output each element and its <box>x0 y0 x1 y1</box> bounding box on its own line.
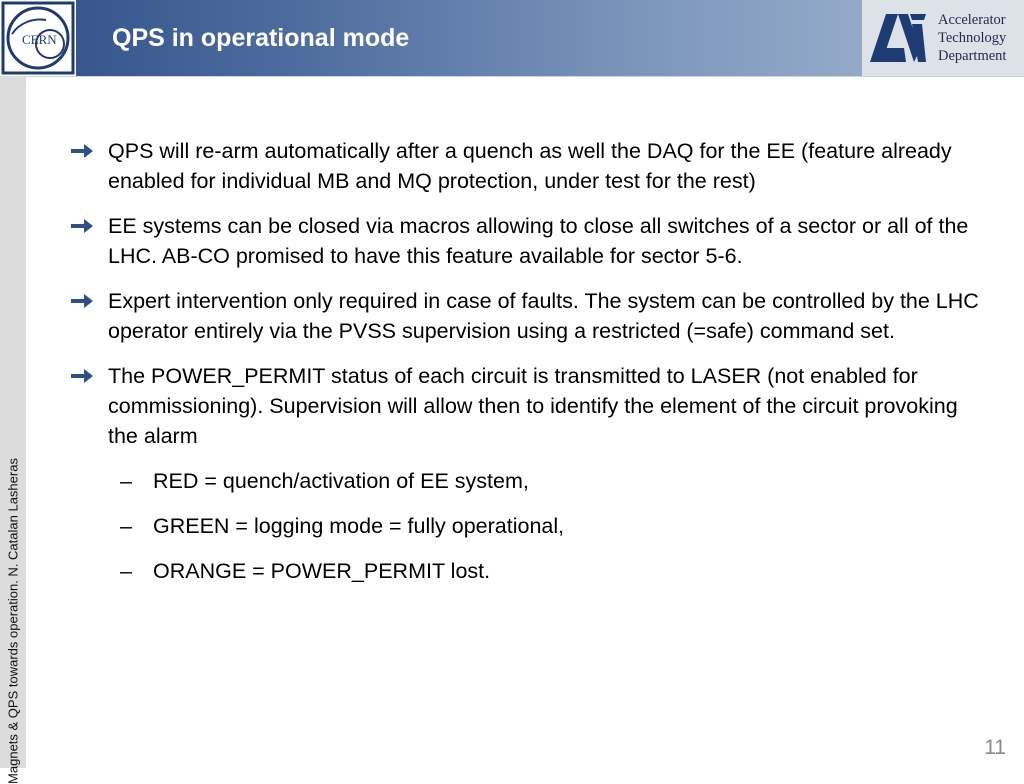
side-bar <box>0 76 26 784</box>
cern-logo-text: CERN <box>22 32 57 47</box>
footer-vertical-text: Magnets & QPS towards operation. N. Catalan Lasheras <box>5 458 21 784</box>
department-logo <box>862 0 1024 76</box>
slide-header <box>0 0 1024 77</box>
sub-bullet-item <box>70 511 980 541</box>
department-line: Technology <box>938 30 1007 46</box>
dash-marker: – <box>120 469 132 493</box>
bullet-text: EE systems can be closed via macros allowing to close all switches of a sector or all of the LHC. AB-CO promised to have this feature available for sector 5-6. <box>108 214 969 268</box>
right-arrow-icon <box>70 367 94 385</box>
right-arrow-icon <box>70 217 94 235</box>
dash-marker: – <box>120 514 132 538</box>
bullet-text: QPS will re-arm automatically after a quench as well the DAQ for the EE (feature already enabled for individual MB and MQ protection, under test for the rest) <box>108 139 952 193</box>
bullet-text: The POWER_PERMIT status of each circuit is transmitted to LASER (not enabled for commissioning). Supervision will allow then to identify the element of the circuit provoking the alarm <box>108 364 958 448</box>
sub-bullet-text: RED = quench/activation of EE system, <box>153 469 529 493</box>
right-arrow-icon <box>70 292 94 310</box>
slide-body <box>70 136 980 601</box>
accelerator-technology-department-logo-icon <box>868 10 930 66</box>
right-arrow-icon <box>70 142 94 160</box>
bullet-item <box>70 136 980 196</box>
bullet-item <box>70 361 980 451</box>
sub-bullet-item <box>70 466 980 496</box>
cern-logo-icon <box>0 0 76 76</box>
bullet-item <box>70 211 980 271</box>
department-name <box>938 11 1006 65</box>
page-number: 11 <box>984 736 1006 759</box>
dash-marker: – <box>120 559 132 583</box>
page-title: QPS in operational mode <box>112 24 410 52</box>
cern-logo <box>0 0 76 76</box>
department-line: Accelerator <box>938 12 1006 28</box>
department-line: Department <box>938 48 1007 64</box>
bullet-text: Expert intervention only required in case of faults. The system can be controlled by the LHC operator entirely via the PVSS supervision using a restricted (=safe) command set. <box>108 289 979 343</box>
sub-bullet-text: ORANGE = POWER_PERMIT lost. <box>153 559 491 583</box>
bullet-item <box>70 286 980 346</box>
sub-bullet-text: GREEN = logging mode = fully operational, <box>153 514 565 538</box>
sub-bullet-item <box>70 556 980 586</box>
